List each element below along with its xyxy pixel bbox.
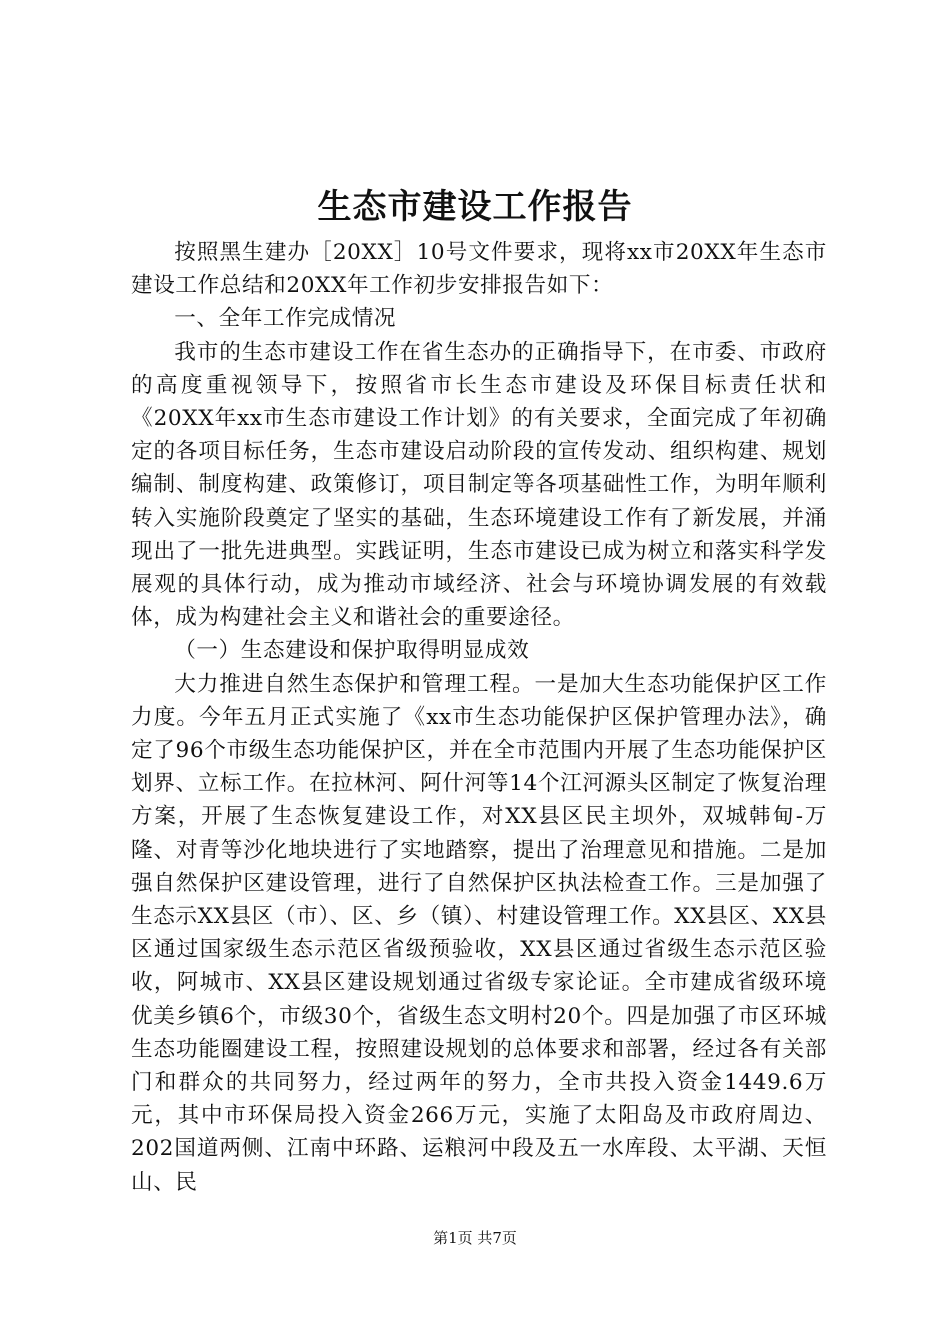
paragraph-summary: 我市的生态市建设工作在省生态办的正确指导下，在市委、市政府的高度重视领导下，按照省市长生态市建设及环保目标责任状和《20XX年xx市生态市建设工作计划》的有关要求，全面完成了年初确定的各项目标任务，生态市建设启动阶段的宣传发动、组织构建、规划编制、制度构建、政策修订，项目制定等各项基础性工作，为明年顺利转入实施阶段奠定了坚实的基础，生态环境建设工作有了新发展，并涌现出了一批先进典型。实践证明，生态市建设已成为树立和落实科学发展观的具体行动，成为推动市域经济、社会与环境协调发展的有效载体，成为构建社会主义和谐社会的重要途径。 bbox=[131, 339, 827, 631]
section-heading: 一、全年工作完成情况 bbox=[174, 306, 397, 332]
document-body bbox=[131, 236, 827, 1199]
paragraph-detail: 大力推进自然生态保护和管理工程。一是加大生态功能保护区工作力度。今年五月正式实施了《xx市生态功能保护区保护管理办法》，确定了96个市级生态功能保护区，并在全市范围内开展了生态功能保护区划界、立标工作。在拉林河、阿什河等14个江河源头区制定了恢复治理方案，开展了生态恢复建设工作，对XX县区民主坝外，双城韩甸-万隆、对青等沙化地块进行了实地踏察，提出了治理意见和措施。二是加强自然保护区建设管理，进行了自然保护区执法检查工作。三是加强了生态示XX县区（市）、区、乡（镇）、村建设管理工作。XX县区、XX县区通过国家级生态示范区省级预验收，XX县区通过省级生态示范区验收，阿城市、XX县区建设规划通过省级专家论证。全市建成省级环境优美乡镇6个，市级30个，省级生态文明村20个。四是加强了市区环城生态功能圈建设工程，按照建设规划的总体要求和部署，经过各有关部门和群众的共同努力，经过两年的努力，全市共投入资金1449.6万元，其中市环保局投入资金266万元，实施了太阳岛及市政府周边、202国道两侧、江南中环路、运粮河中段及五一水库段、太平湖、天恒山、民 bbox=[131, 671, 827, 1195]
subsection-heading: （一）生态建设和保护取得明显成效 bbox=[174, 638, 530, 664]
paragraph-intro: 按照黑生建办［20XX］10号文件要求，现将xx市20XX年生态市建设工作总结和20XX年工作初步安排报告如下： bbox=[131, 240, 827, 299]
document-title: 生态市建设工作报告 bbox=[317, 187, 633, 227]
page-number-footer: 第1页 共7页 bbox=[433, 1229, 517, 1247]
